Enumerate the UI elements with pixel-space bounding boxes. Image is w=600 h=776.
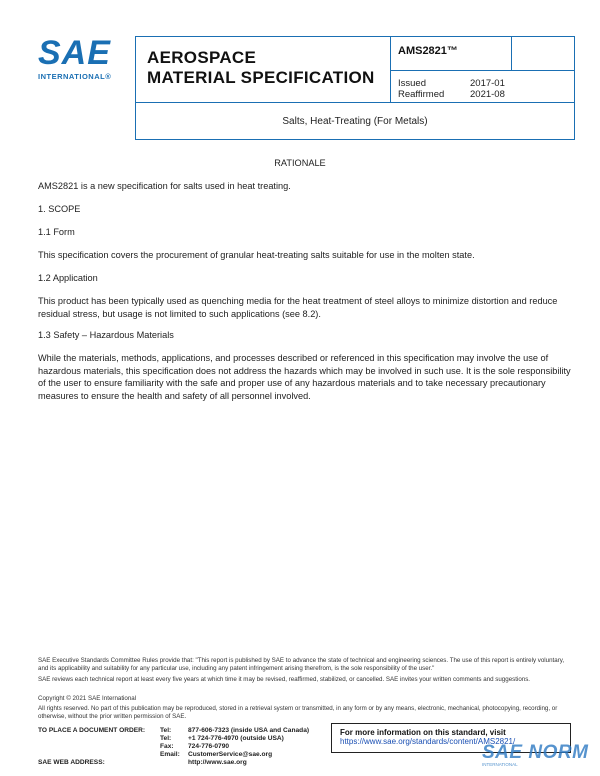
tel-value: 877-606-7323 (inside USA and Canada): [188, 727, 310, 734]
sae-logo: [38, 36, 122, 86]
section-1-1-text: This specification covers the procurement of granular heat-treating salts suitable for use in the molten state.: [38, 250, 475, 260]
email-label: Email:: [160, 751, 180, 758]
web-label: SAE WEB ADDRESS:: [38, 759, 105, 766]
issued-value: 2017-01: [470, 78, 505, 89]
tel2-value: +1 724-776-4970 (outside USA): [188, 735, 284, 742]
fax-label: Fax:: [160, 743, 174, 750]
info-url[interactable]: https://www.sae.org/standards/content/AMS2821/: [340, 737, 516, 746]
section-1-2-heading: 1.2 Application: [38, 273, 98, 283]
title-line-2: MATERIAL SPECIFICATION: [147, 68, 375, 87]
watermark: [482, 742, 592, 774]
footer-rights: All rights reserved. No part of this publication may be reproduced, stored in a retrieval system or transmitted, in any form or by any means, electronic, mechanical, photocopying, recording, or otherwise, without the prior written permission of SAE.: [38, 705, 558, 720]
fax-value: 724-776-0790: [188, 743, 230, 750]
watermark-sub: INTERNATIONAL: [482, 762, 518, 767]
header-mid-divider: [391, 70, 575, 71]
info-heading: For more information on this standard, visit: [340, 728, 506, 737]
doc-number: AMS2821™: [398, 45, 458, 57]
section-1-heading: 1. SCOPE: [38, 204, 81, 214]
doc-title: Salts, Heat-Treating (For Metals): [282, 116, 428, 127]
footer-review: SAE reviews each technical report at least every five years at which time it may be revised, reaffirmed, stabilized, or cancelled. SAE invites your written comments and suggestions.: [38, 676, 531, 683]
rationale-heading: RATIONALE: [274, 158, 326, 168]
email-value[interactable]: CustomerService@sae.org: [188, 751, 273, 758]
tel-label: Tel:: [160, 727, 172, 734]
order-label: TO PLACE A DOCUMENT ORDER:: [38, 727, 146, 734]
section-1-3-text: While the materials, methods, applications, and processes described or referenced in this specification may involve the use of hazardous materials, this specification does not address the hazards which may be involved in such use. It is the sole responsibility of the user to ensure familiarity with the safe and proper use of any hazardous materials and to take necessary precautionary measures to ensure the health and safety of all personnel involved.: [38, 353, 571, 401]
order-contact: [38, 727, 338, 771]
footer-copyright: Copyright © 2021 SAE International: [38, 695, 137, 702]
logo-sub: INTERNATIONAL®: [38, 72, 112, 81]
web-value[interactable]: http://www.sae.org: [188, 759, 247, 766]
header-title: [135, 36, 391, 103]
reaffirmed-value: 2021-08: [470, 89, 505, 100]
section-1-2-text: This product has been typically used as quenching media for the heat treatment of steel alloys to minimize distortion and reduce residual stress, but usage is not limited to such applications (see 8.2).: [38, 296, 558, 319]
watermark-text: SAE NORM: [482, 742, 589, 763]
issued-label: Issued: [398, 78, 426, 89]
logo-main: SAE: [38, 34, 111, 72]
section-1-1-heading: 1.1 Form: [38, 227, 75, 237]
reaffirmed-label: Reaffirmed: [398, 89, 445, 100]
issue-info: [398, 78, 505, 100]
tel2-label: Tel:: [160, 735, 172, 742]
footer-rules: SAE Executive Standards Committee Rules provide that: "This report is published by SAE to advance the state of technical and engineering sciences. The use of this report is entirely voluntary, and its applicability and suitability for any particular use, including any patent infringement arising therefrom, is the sole responsibility of the user.": [38, 657, 565, 672]
section-1-3-heading: 1.3 Safety – Hazardous Materials: [38, 330, 174, 340]
header-vertical-divider: [511, 36, 512, 71]
title-line-1: AEROSPACE: [147, 48, 257, 67]
rationale-text: AMS2821 is a new specification for salts used in heat treating.: [38, 181, 291, 191]
